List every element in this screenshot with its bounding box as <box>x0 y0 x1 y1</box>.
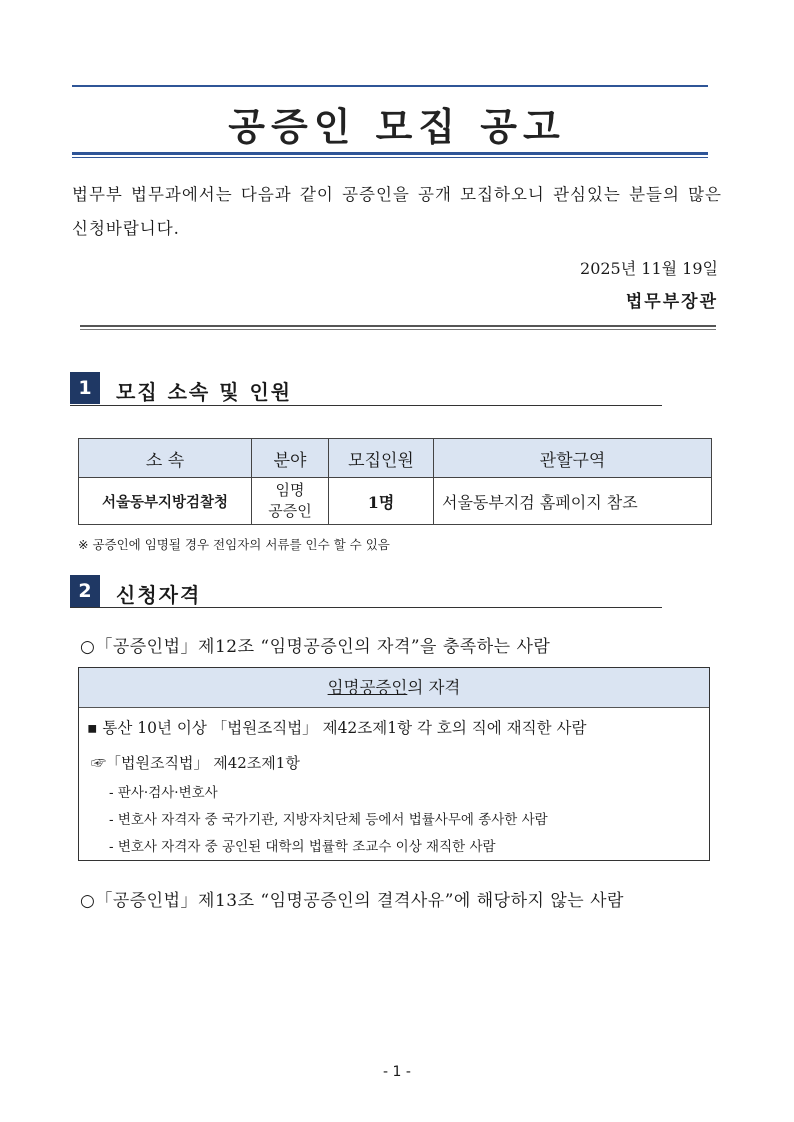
title-bottom-rule-thin <box>72 157 708 158</box>
qualification-item-2: ○「공증인법」제13조 “임명공증인의 결격사유”에 해당하지 않는 사람 <box>80 891 624 911</box>
cell-count: 1명 <box>329 478 434 525</box>
qualification-box-heading <box>79 668 709 708</box>
divider-thin <box>80 329 716 330</box>
announcement-date: 2025년 11월 19일 <box>580 259 718 278</box>
section-1-number: 1 <box>70 372 100 404</box>
qualification-heading-rest: 의 자격 <box>407 678 461 697</box>
signer: 법무부장관 <box>625 292 718 312</box>
qualification-sub-2: - 변호사 자격자 중 국가기관, 지방자치단체 등에서 법률사무에 종사한 사람 <box>109 812 548 828</box>
section-2-number: 2 <box>70 575 100 607</box>
qualification-item-1: ○「공증인법」제12조 “임명공증인의 자격”을 충족하는 사람 <box>80 637 551 657</box>
section-2-title: 신청자격 <box>116 583 202 607</box>
header-count: 모집인원 <box>329 439 434 478</box>
intro-paragraph: 법무부 법무과에서는 다음과 같이 공증인을 공개 모집하오니 관심있는 분들의 많은 신청바랍니다. <box>72 185 722 238</box>
divider-thick <box>80 325 716 327</box>
qualification-main: ▪ 통산 10년 이상 「법원조직법」 제42조제1항 각 호의 직에 재직한 사람 <box>87 719 587 737</box>
cell-affiliation: 서울동부지방검찰청 <box>79 478 252 525</box>
header-affiliation: 소 속 <box>79 439 252 478</box>
qualification-sub-1: - 판사·검사·변호사 <box>109 785 218 801</box>
section-1-underline <box>70 405 662 406</box>
title-top-rule <box>72 85 708 87</box>
page-number: - 1 - <box>383 1064 411 1080</box>
page-title: 공증인 모집 공고 <box>228 105 566 149</box>
section-2-underline <box>70 607 662 608</box>
cell-field <box>252 478 329 525</box>
section-1-title: 모집 소속 및 인원 <box>116 380 293 404</box>
cell-field-line2: 공증인 <box>268 502 312 520</box>
table-note: ※ 공증인에 임명될 경우 전임자의 서류를 인수 할 수 있음 <box>78 537 390 552</box>
header-jurisdiction: 관할구역 <box>434 439 712 478</box>
title-bottom-rule-thick <box>72 152 708 155</box>
header-field: 분야 <box>252 439 329 478</box>
qualification-reference: ☞「법원조직법」 제42조제1항 <box>91 754 300 772</box>
qualification-heading-underlined: 임명공증인 <box>327 678 408 697</box>
cell-jurisdiction: 서울동부지검 홈페이지 참조 <box>434 478 712 525</box>
qualification-sub-3: - 변호사 자격자 중 공인된 대학의 법률학 조교수 이상 재직한 사람 <box>109 839 496 855</box>
recruitment-table <box>78 438 712 525</box>
qualification-box <box>78 667 710 861</box>
cell-field-line1: 임명 <box>275 481 305 499</box>
